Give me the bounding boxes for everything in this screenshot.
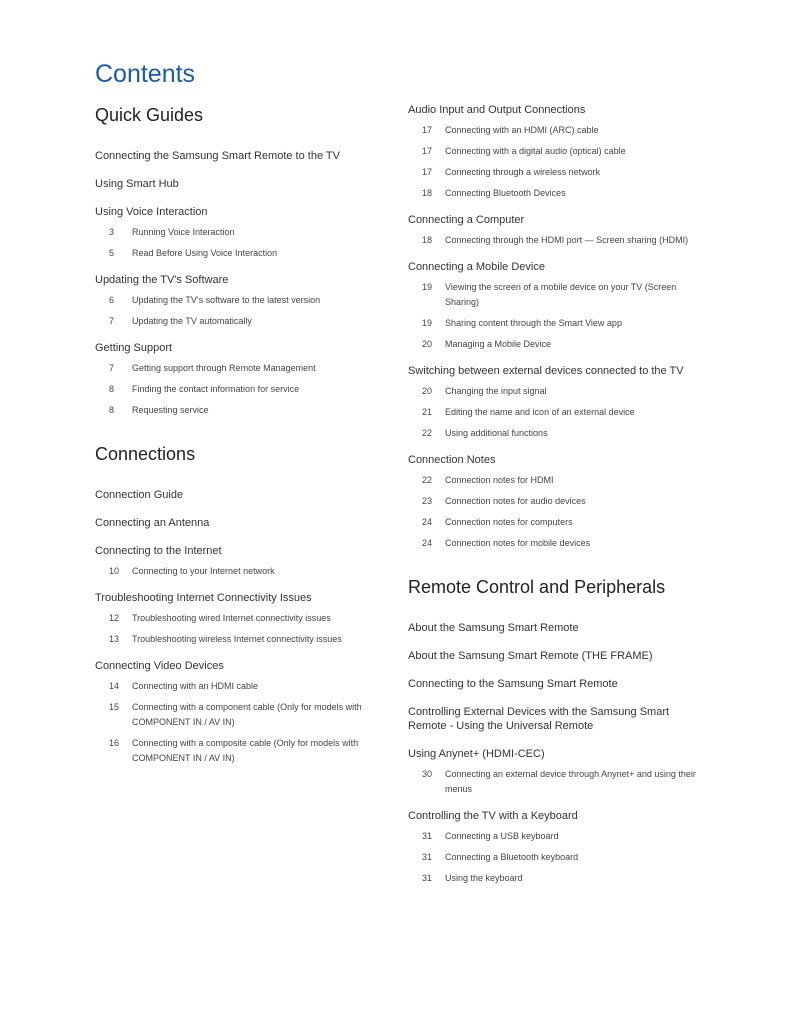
toc-entry[interactable] [95,611,385,626]
toc-entry[interactable] [95,700,385,730]
section-title-remote-control-and-peripherals: Remote Control and Peripherals [408,577,666,597]
toc-entry-page-number: 17 [422,167,433,177]
toc-entry-text: Managing a Mobile Device [445,339,552,349]
toc-entry-page-number: 8 [109,384,115,394]
toc-entry-page-number: 5 [109,248,115,258]
toc-heading-connecting-to-the-internet[interactable]: Connecting to the Internet [95,545,222,557]
toc-entry[interactable] [408,384,708,399]
toc-heading-using-anynet-hdmi-cec[interactable]: Using Anynet+ (HDMI-CEC) [408,748,545,760]
toc-entry-text: Connecting with a composite cable (Only for models with COMPONENT IN / AV IN) [132,738,359,763]
toc-entry-page-number: 3 [109,227,115,237]
toc-entry-text: Connecting a Bluetooth keyboard [445,852,579,862]
toc-heading-connection-guide[interactable]: Connection Guide [95,489,184,501]
toc-heading-connecting-an-antenna[interactable]: Connecting an Antenna [95,517,210,529]
toc-entry[interactable] [95,679,385,694]
toc-entry[interactable] [408,316,708,331]
toc-heading-controlling-external-devices-with-the-samsung-smart-remote-using-the-universal-remote[interactable]: Controlling External Devices with the Samsung Smart Remote - Using the Universal Remote [408,706,670,732]
toc-entry-text: Using additional functions [445,428,548,438]
toc-entry-page-number: 16 [109,738,120,748]
toc-entry[interactable] [408,165,708,180]
toc-left-column [95,103,385,778]
toc-entry-text: Requesting service [132,405,209,415]
toc-entry-page-number: 19 [422,282,433,292]
toc-heading-about-the-samsung-smart-remote-the-frame[interactable]: About the Samsung Smart Remote (THE FRAME) [408,650,653,662]
toc-entry[interactable] [408,123,708,138]
toc-entry-page-number: 22 [422,475,433,485]
toc-sub-list [95,293,385,329]
toc-sub-list [95,611,385,647]
toc-entry[interactable] [408,144,708,159]
toc-heading-getting-support[interactable]: Getting Support [95,342,173,354]
toc-entry-text: Troubleshooting wired Internet connectivity issues [132,613,331,623]
toc-entry-page-number: 17 [422,125,433,135]
toc-heading-connecting-a-computer[interactable]: Connecting a Computer [408,214,525,226]
toc-entry[interactable] [408,280,708,310]
toc-entry-text: Connecting through the HDMI port — Screen sharing (HDMI) [445,235,689,245]
toc-sub-list [408,384,708,441]
toc-sub-list [408,473,708,551]
toc-entry-page-number: 20 [422,339,433,349]
toc-entry-text: Sharing content through the Smart View app [445,318,622,328]
toc-entry[interactable] [408,767,708,797]
toc-entry-text: Connection notes for audio devices [445,496,586,506]
toc-entry-page-number: 7 [109,363,115,373]
toc-entry[interactable] [95,403,385,418]
toc-sub-list [408,123,708,201]
toc-entry-page-number: 18 [422,188,433,198]
toc-entry[interactable] [408,233,708,248]
toc-entry[interactable] [95,632,385,647]
toc-entry[interactable] [408,515,708,530]
toc-entry-text: Getting support through Remote Management [132,363,316,373]
toc-entry-text: Connecting with a digital audio (optical) cable [445,146,626,156]
toc-entry-page-number: 22 [422,428,433,438]
toc-entry-text: Connecting through a wireless network [445,167,601,177]
toc-entry-page-number: 15 [109,702,120,712]
toc-heading-switching-between-external-devices-connected-to-the-tv[interactable]: Switching between external devices connected to the TV [408,365,684,377]
toc-entry-page-number: 14 [109,681,120,691]
toc-entry-text: Connecting with an HDMI (ARC) cable [445,125,599,135]
toc-entry-page-number: 21 [422,407,433,417]
toc-entry[interactable] [408,426,708,441]
toc-entry[interactable] [408,494,708,509]
toc-entry-page-number: 13 [109,634,120,644]
toc-entry[interactable] [408,829,708,844]
toc-sub-list [408,233,708,248]
toc-entry[interactable] [408,850,708,865]
toc-entry[interactable] [408,536,708,551]
toc-entry-text: Connecting Bluetooth Devices [445,188,566,198]
toc-entry-page-number: 10 [109,566,120,576]
toc-entry[interactable] [408,186,708,201]
toc-entry-text: Connecting an external device through Anynet+ and using their menus [445,769,696,794]
toc-entry-page-number: 18 [422,235,433,245]
section-title-quick-guides: Quick Guides [95,105,204,125]
toc-entry-text: Using the keyboard [445,873,523,883]
toc-entry[interactable] [95,314,385,329]
toc-entry-page-number: 8 [109,405,115,415]
toc-entry-text: Connecting with an HDMI cable [132,681,259,691]
toc-entry-text: Updating the TV's software to the latest version [132,295,321,305]
toc-entry-text: Connecting a USB keyboard [445,831,559,841]
toc-entry-text: Connection notes for HDMI [445,475,554,485]
toc-entry-page-number: 24 [422,538,433,548]
toc-entry-text: Viewing the screen of a mobile device on your TV (Screen Sharing) [445,282,677,307]
toc-entry-page-number: 17 [422,146,433,156]
toc-sub-list [408,280,708,352]
toc-entry[interactable] [95,736,385,766]
toc-sub-list [95,679,385,766]
toc-entry-page-number: 24 [422,517,433,527]
toc-heading-connection-notes[interactable]: Connection Notes [408,454,496,466]
toc-entry-page-number: 31 [422,831,433,841]
toc-entry-page-number: 31 [422,852,433,862]
toc-sub-list [95,225,385,261]
toc-entry[interactable] [408,405,708,420]
toc-entry[interactable] [95,564,385,579]
toc-entry-text: Troubleshooting wireless Internet connectivity issues [132,634,342,644]
toc-entry-text: Read Before Using Voice Interaction [132,248,278,258]
toc-entry-page-number: 30 [422,769,433,779]
toc-entry[interactable] [408,473,708,488]
toc-sub-list [95,361,385,418]
toc-entry-page-number: 12 [109,613,120,623]
toc-heading-connecting-the-samsung-smart-remote-to-the-tv[interactable]: Connecting the Samsung Smart Remote to the TV [95,150,340,162]
toc-entry-text: Connection notes for computers [445,517,573,527]
toc-heading-audio-input-and-output-connections[interactable]: Audio Input and Output Connections [408,104,586,116]
toc-heading-connecting-to-the-samsung-smart-remote[interactable]: Connecting to the Samsung Smart Remote [408,678,618,690]
toc-heading-using-smart-hub[interactable]: Using Smart Hub [95,178,179,190]
toc-right-column [408,103,708,898]
toc-entry-text: Connecting with a component cable (Only for models with COMPONENT IN / AV IN) [132,702,362,727]
toc-entry[interactable] [95,361,385,376]
toc-entry-text: Connection notes for mobile devices [445,538,591,548]
toc-entry[interactable] [408,871,708,886]
toc-entry-text: Finding the contact information for service [132,384,300,394]
toc-entry[interactable] [95,225,385,240]
toc-heading-updating-the-tv-s-software[interactable]: Updating the TV's Software [95,274,229,286]
toc-entry[interactable] [95,246,385,261]
toc-entry-text: Updating the TV automatically [132,316,252,326]
toc-sub-list [95,564,385,579]
toc-entry-page-number: 23 [422,496,433,506]
toc-sub-list [408,829,708,886]
page-title: Contents [95,60,196,88]
toc-sub-list [408,767,708,797]
toc-heading-using-voice-interaction[interactable]: Using Voice Interaction [95,206,208,218]
toc-heading-connecting-a-mobile-device[interactable]: Connecting a Mobile Device [408,261,545,273]
toc-entry-text: Running Voice Interaction [132,227,235,237]
toc-entry-page-number: 6 [109,295,115,305]
toc-heading-controlling-the-tv-with-a-keyboard[interactable]: Controlling the TV with a Keyboard [408,810,578,822]
toc-entry-text: Changing the input signal [445,386,547,396]
toc-entry[interactable] [408,337,708,352]
toc-entry[interactable] [95,382,385,397]
toc-entry[interactable] [95,293,385,308]
toc-entry-page-number: 7 [109,316,115,326]
toc-entry-page-number: 31 [422,873,433,883]
toc-entry-text: Editing the name and icon of an external device [445,407,635,417]
section-title-connections: Connections [95,444,196,464]
toc-entry-text: Connecting to your Internet network [132,566,275,576]
toc-entry-page-number: 19 [422,318,433,328]
toc-heading-connecting-video-devices[interactable]: Connecting Video Devices [95,660,224,672]
toc-heading-about-the-samsung-smart-remote[interactable]: About the Samsung Smart Remote [408,622,579,634]
toc-entry-page-number: 20 [422,386,433,396]
toc-heading-troubleshooting-internet-connectivity-issues[interactable]: Troubleshooting Internet Connectivity Issues [95,592,312,604]
